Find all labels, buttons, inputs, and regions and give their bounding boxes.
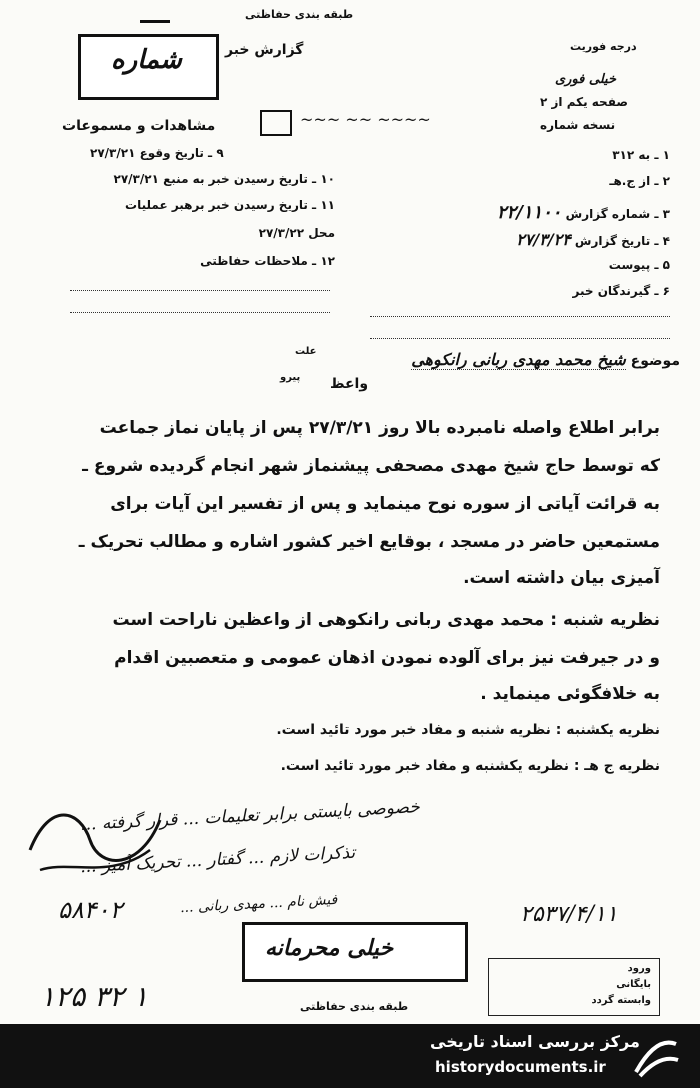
watermark-banner: [0, 1024, 700, 1088]
field-label: گیرندگان خبر: [572, 284, 651, 298]
left-field-11: ۱۱ ـ تاریخ رسیدن خبر برهبر عملیات: [125, 198, 335, 212]
handwritten-line-3: فیش نام ... مهدی ربانی ...: [179, 891, 338, 917]
registry-line-2: بایگانی: [616, 979, 651, 990]
handwritten-line-2: تذکرات لازم ... گفتار ... تحریک آمیز ...: [79, 842, 356, 878]
body-line-7: و در جیرفت نیز برای آلوده نمودن اذهان عمومی و متعصبین اقدام: [114, 648, 660, 668]
number-stamp: [78, 34, 219, 100]
body-line-9: نظریه یکشنبه : نظریه شنبه و مفاد خبر مورد تائید است.: [276, 722, 660, 738]
field-label: پیوست: [608, 258, 651, 272]
registry-box: [488, 958, 660, 1016]
subject-role: واعظ: [330, 376, 369, 392]
subject-below: پیرو: [280, 372, 301, 383]
field-label: تاریخ گزارش: [574, 234, 651, 248]
field-num: ۱۰: [320, 172, 335, 186]
field-label: به: [638, 148, 651, 162]
urgency-label: درجه فوریت: [570, 40, 637, 53]
right-field-3: ۳ ـ شماره گزارش ۲۲/۱۱۰۰: [496, 202, 670, 223]
date-occurrence: ۹ ـ تاریخ وقوع ۲۷/۳/۲۱: [90, 146, 224, 160]
copy-line: نسخه شماره: [540, 118, 616, 132]
handwritten-line-1: خصوصی بایستی برابر تعلیمات ... قرار گرفته ...: [79, 797, 421, 835]
left-field-10: ۱۰ ـ تاریخ رسیدن خبر به منبع ۲۷/۳/۲۱: [113, 172, 335, 186]
check-box: [260, 110, 292, 136]
classification-bottom: طبقه بندی حفاظتی: [300, 1000, 409, 1013]
body-line-4: مستمعین حاضر در مسجد ، بوقایع اخیر کشور اشاره و مطالب تحریک ـ: [78, 532, 660, 552]
subject-above: علت: [295, 346, 317, 357]
field-value: ۲۷/۳/۲۲: [258, 226, 305, 240]
field-num: ۳: [662, 207, 670, 221]
field-label: از: [639, 174, 651, 188]
right-field-5: ۵ ـ پیوست: [608, 258, 670, 272]
signature-scribble: [20, 790, 170, 890]
field-value: ۲۷/۳/۲۴: [516, 230, 571, 249]
field-label: تاریخ رسیدن خبر به منبع: [163, 172, 308, 186]
handwritten-number: ۵۸۴۰۲: [58, 896, 123, 924]
archive-logo-icon: [630, 1032, 682, 1080]
confidential-stamp-text: خیلی محرمانه: [265, 935, 394, 961]
right-field-1: ۱ ـ به ۳۱۲: [612, 148, 670, 162]
body-line-6: نظریه شنبه : محمد مهدی ربانی رانکوهی از واعظین ناراحت است: [112, 610, 660, 630]
field-num: ۶: [662, 284, 670, 298]
registry-line-1: ورود: [627, 963, 651, 974]
urgency-value: خیلی فوری: [555, 72, 617, 87]
field-num: ۴: [662, 234, 670, 248]
right-field-6: ۶ ـ گیرندگان خبر: [572, 284, 670, 298]
body-line-5: آمیزی بیان داشته است.: [463, 568, 660, 588]
field-num: ۲: [662, 174, 670, 188]
watermark-org: مرکز بررسی اسناد تاریخی: [430, 1032, 640, 1051]
dotted-line: [370, 338, 670, 339]
report-title: گزارش خبر: [225, 42, 304, 58]
confidential-stamp: [242, 922, 468, 982]
dotted-line: [370, 316, 670, 317]
observations-label: مشاهدات و مسموعات: [62, 118, 216, 134]
page-line: صفحه یکم از ۲: [540, 95, 628, 109]
field-value: ج.هـ: [609, 174, 635, 188]
field-num: ۵: [662, 258, 670, 272]
dotted-line: [70, 290, 330, 291]
field-value: ۲۲/۱۱۰۰: [496, 202, 562, 223]
field-label: تاریخ رسیدن خبر برهبر عملیات: [125, 198, 308, 212]
field-label: محل: [308, 226, 335, 240]
field-num: ۱: [662, 148, 670, 162]
body-line-1: برابر اطلاع واصله نامبرده بالا روز ۲۷/۳/۲۱ پس از پایان نماز جماعت: [99, 418, 660, 438]
body-line-2: که توسط حاج شیخ مهدی مصحفی پیشنماز شهر انجام گردیده شروع ـ: [82, 456, 660, 476]
subject-label: موضوع: [630, 353, 680, 369]
handwritten-date: ۲۵۳۷/۴/۱۱: [520, 902, 618, 927]
body-line-10: نظریه ج هـ : نظریه یکشنبه و مفاد خبر مورد تائید است.: [280, 758, 660, 774]
subject-text: شیخ محمد مهدی ربانی رانکوهی: [411, 350, 626, 369]
field-num: ۱۱: [320, 198, 335, 212]
watermark-url: historydocuments.ir: [435, 1058, 606, 1076]
handwritten-header-scribble: ~~~ ~~ ~~~~: [300, 110, 431, 129]
field-num: ۱۲: [320, 254, 335, 268]
dotted-line: [70, 312, 330, 313]
field-label: ملاحظات حفاظتی: [200, 254, 308, 268]
body-line-3: به قرائت آیاتی از سوره نوح مینماید و پس از تفسیر این آیات برای: [110, 494, 660, 514]
field-value: ۲۷/۳/۲۱: [113, 172, 159, 186]
classification-top: طبقه بندی حفاظتی: [245, 8, 354, 21]
stamp-mark: [140, 20, 170, 23]
stamp-top-text: شماره: [111, 45, 182, 75]
handwritten-bottom-numbers: ۱۲۵ ۳۲ ۱: [40, 980, 149, 1013]
registry-line-3: وابسته گردد: [591, 995, 651, 1006]
field-label: شماره گزارش: [565, 207, 651, 221]
right-field-2: ۲ ـ از ج.هـ: [609, 174, 670, 188]
right-field-4: ۴ ـ تاریخ گزارش ۲۷/۳/۲۴: [516, 230, 670, 249]
body-line-8: به خلافگوئی مینماید .: [480, 684, 660, 704]
left-field-location: [35, 226, 335, 240]
field-value: ۳۱۲: [612, 148, 635, 162]
left-field-12: ۱۲ ـ ملاحظات حفاظتی: [200, 254, 335, 268]
